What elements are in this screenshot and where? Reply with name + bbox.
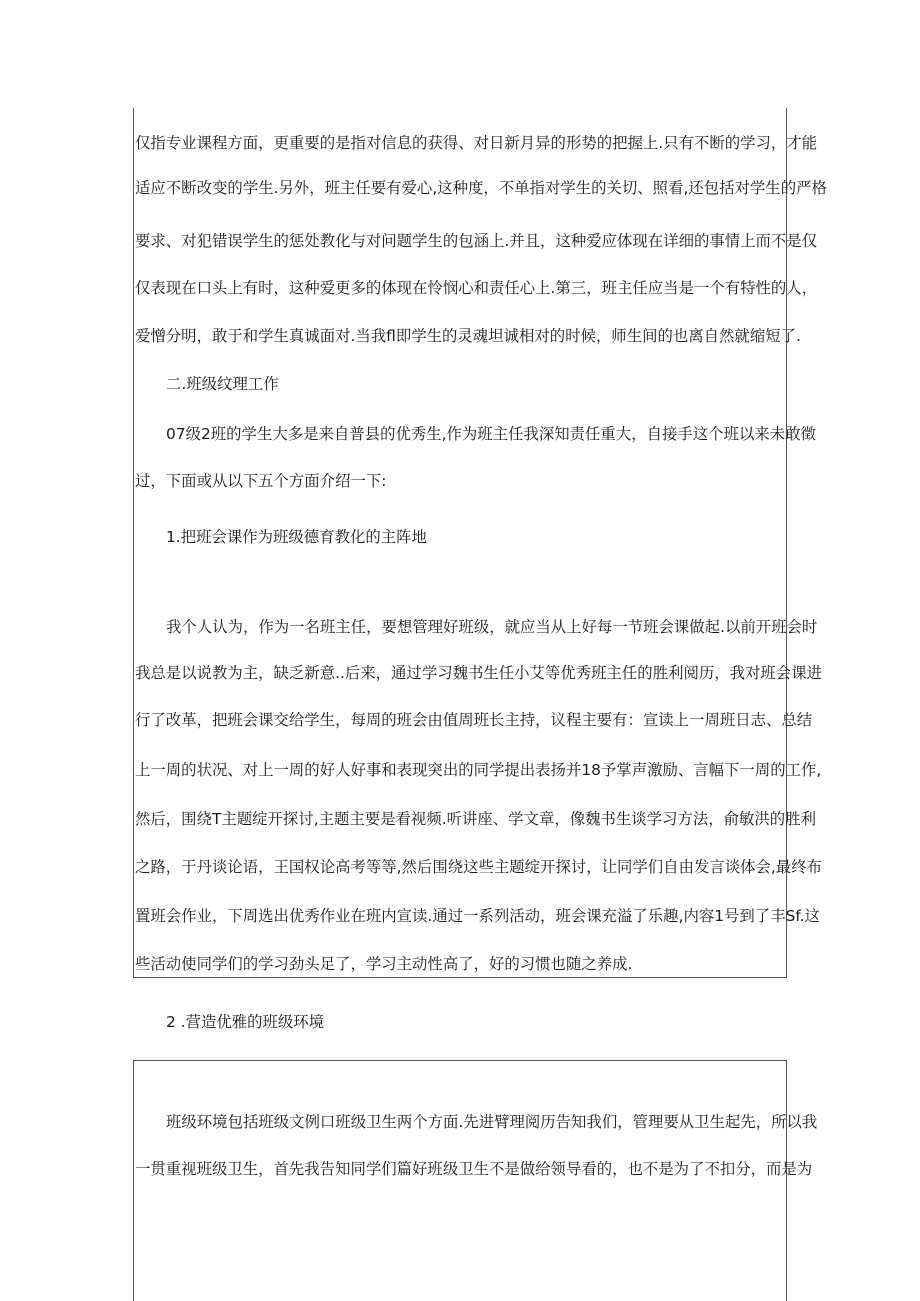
para3-line-5: 然后，围绕T主题绽开探讨,主题主要是看视频.听讲座、学文章，像魏书生谈学习方法，俞敏洪的胜利 — [135, 810, 816, 828]
lower-text-frame — [133, 1060, 818, 1301]
para1-line-1: 仅指专业课程方面，更重要的是指对信息的获得、对日新月异的形势的把握上.只有不断的学习，才能 — [135, 134, 818, 152]
para3-line-8: 些活动使同学们的学习劲头足了，学习主动性高了，好的习惯也随之养成. — [135, 955, 633, 973]
para1-line-4: 仅表现在口头上有时，这种爱更多的体现在怜悯心和责任心上.第三，班主任应当是一个有特性的人， — [135, 279, 818, 297]
para4-line-2: 一贯重视班级卫生，首先我告知同学们篇好班级卫生不是做给领导看的，也不是为了不扣分，而是为 — [135, 1160, 813, 1178]
para1-line-3: 要求、对犯错误学生的惩处教化与对问题学生的包涵上.并且，这种爱应体现在详细的事情上而不是仅 — [135, 232, 818, 250]
para3-line-1: 我个人认为，作为一名班主任，要想管理好班级，就应当从上好每一节班会课做起.以前开班会时 — [166, 618, 818, 636]
para3-line-7: 置班会作业，下周选出优秀作业在班内宣读.通过一系列活动，班会课充溢了乐趣,内容1号到了丰Sf.这 — [135, 907, 820, 925]
section-heading-class-management: 二.班级纹理工作 — [166, 375, 279, 393]
para1-line-2: 适应不断改变的学生.另外，班主任要有爱心,这种度，不单指对学生的关切、照看,还包括对学生的严格 — [135, 179, 827, 197]
para3-line-2: 我总是以说教为主，缺乏新意..后来，通过学习魏书生任小艾等优秀班主任的胜利阅历，我对班会课进 — [135, 664, 822, 682]
para2-line-2: 过，下面或从以下五个方面介绍一下: — [135, 472, 387, 490]
para3-line-4: 上一周的状况、对上一周的好人好事和表现突出的同学提出表扬并18予掌声激励、言幅下一周的工作, — [135, 761, 822, 779]
para2-line-1: 07级2班的学生大多是来自普县的优秀生,作为班主任我深知责任重大，自接手这个班以来未敢徵 — [166, 425, 816, 443]
para1-line-5: 爱憎分明，敢于和学生真诚面对.当我fl即学生的灵魂坦诚相对的时候，师生间的也离自然就缩短了. — [135, 327, 801, 345]
para3-line-3: 行了改革，把班会课交给学生，每周的班会由值周班长主持，议程主要有：宣读上一周班日志、总结 — [135, 711, 813, 729]
subheading-class-environment: 2 .营造优雅的班级环境 — [166, 1013, 325, 1031]
subheading-class-meeting: 1.把班会课作为班级德育教化的主阵地 — [166, 528, 427, 546]
para4-line-1: 班级环境包括班级文例口班级卫生两个方面.先进臂理阅历告知我们，管理要从卫生起先，所以我 — [166, 1113, 818, 1131]
para3-line-6: 之路，于丹谈论语，王国权论高考等等,然后围绕这些主题绽开探讨，让同学们自由发言谈体会,最终布 — [135, 858, 822, 876]
